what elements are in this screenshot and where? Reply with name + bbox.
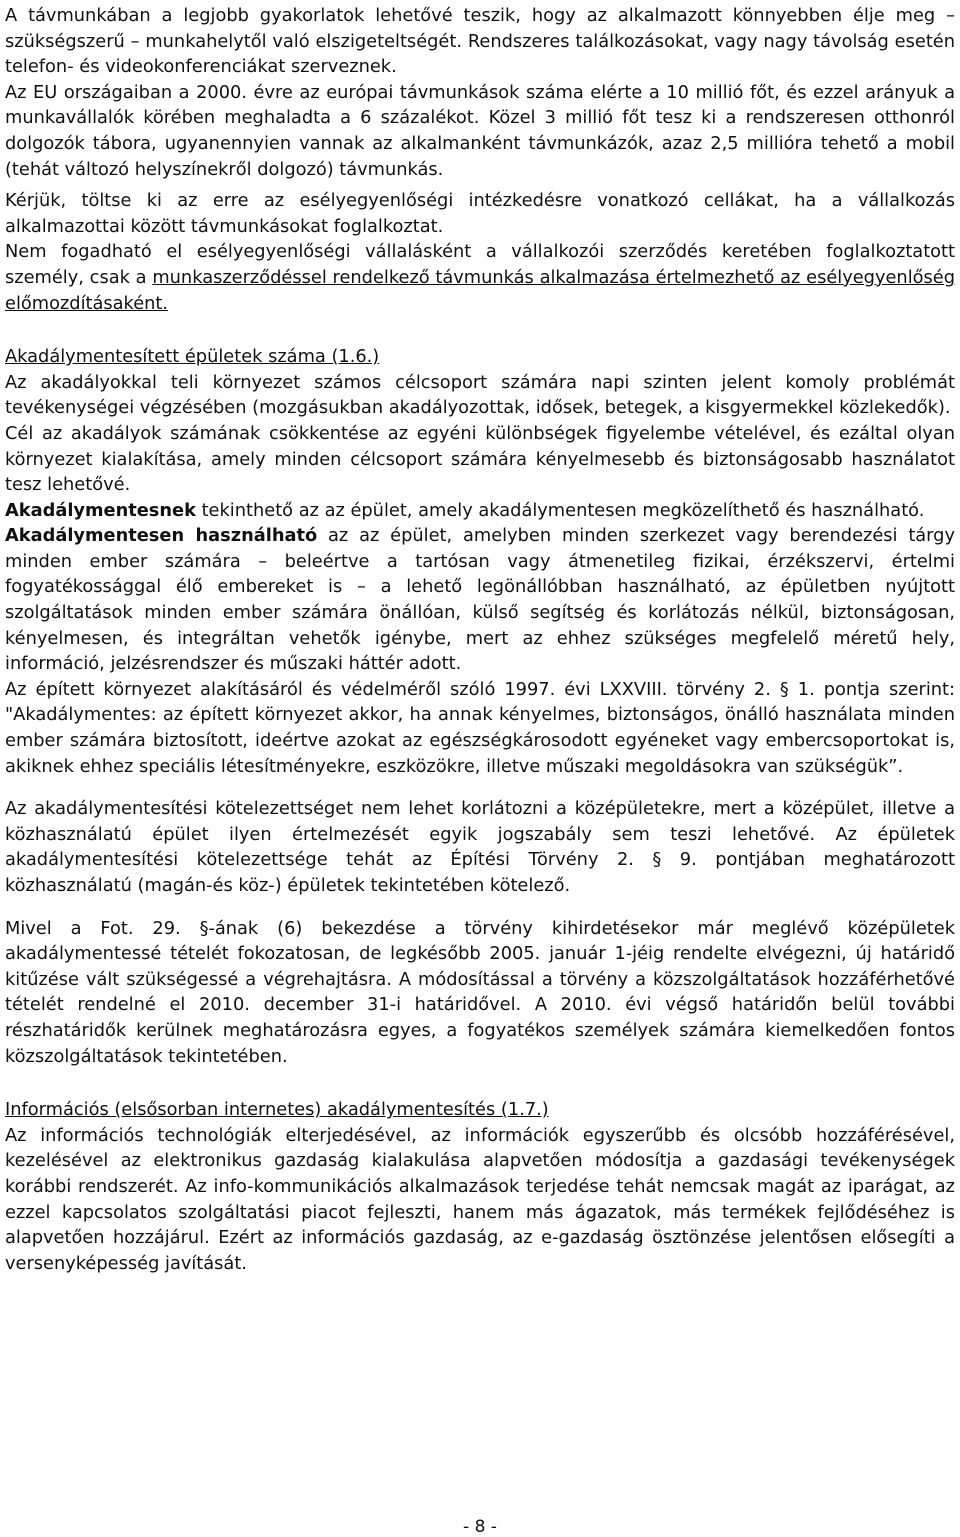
paragraph-definition-accessible <box>5 498 955 524</box>
paragraph-telework-practices: A távmunkában a legjobb gyakorlatok lehetővé teszik, hogy az alkalmazott könnyebben élje meg – szükségszerű – munkahelytől való elszigeteltségét. Rendszeres találkozásokat, vagy nagy távolság esetén telefon- és videokonferenciákat szerveznek. <box>5 5 955 78</box>
document-page <box>5 3 955 1276</box>
paragraph-fot-deadline: Mivel a Fot. 29. §-ának (6) bekezdése a törvény kihirdetésekor már meglévő középületek akadálymentessé tételét fokozatosan, de legkésőbb 2005. január 1-jéig rendelte elvégezni, új határidő kitűzése vált szükségessé a végrehajtásra. A módosítással a törvény a közszolgáltatások hozzáférhetővé tételét rendelné el 2010. december 31-i határidővel. A 2010. évi végső határidőn belül további részhatáridők kerülnek meghatározásra egyes, a fogyatékos személyek számára kiemelkedően fontos közszolgáltatások tekintetében. <box>5 917 955 1067</box>
paragraph-law-1997: Az épített környezet alakításáról és védelméről szóló 1997. évi LXXVIII. törvény 2. § 1. pontja szerint: "Akadálymentes: az épített környezet akkor, ha annak kényelmes, biztonságos, önálló használata minden ember számára biztosított, ideértve azokat az egészségkárosodott egyéneket vagy embercsoportokat is, akiknek ehhez speciális létesítményekre, eszközökre, illetve műszaki megoldásokra van szükségük”. <box>5 678 955 777</box>
section-heading-information-accessibility: Információs (elsősorban internetes) akadálymentesítés (1.7.) <box>5 1099 549 1121</box>
paragraph-goal-reduce-barriers: Cél az akadályok számának csökkentése az egyéni különbségek figyelembe vételével, és ezáltal olyan környezet kialakítása, amely minden célcsoport számára kényelmesebb és biztonságosabb használatot tesz lehetővé. <box>5 422 955 496</box>
paragraph-definition-usable <box>5 523 955 677</box>
paragraph-obligation-scope: Az akadálymentesítési kötelezettséget nem lehet korlátozni a középületekre, mert a középület, illetve a közhasználatú épület ilyen értelmezését egyik jogszabály sem teszi lehetővé. Az épületek akadálymentesítési kötelezettsége tehát az Építési Törvény 2. § 9. pontjában meghatározott közhasználatú (magán-és köz-) épületek tekintetében kötelező. <box>5 798 955 896</box>
paragraph-eu-telework-stats: Az EU országaiban a 2000. évre az európai távmunkások száma elérte a 10 millió főt, és ezzel arányuk a munkavállalók körében meghaladta a 6 százalékot. Közel 3 millió főt tesz ki a rendszeresen otthonról dolgozók tábora, ugyanennyien vannak az alkalmanként távmunkázók, azaz 2,5 millióra tehető a mobil (tehát változó helyszínekről dolgozó) távmunkás. <box>5 81 955 180</box>
paragraph-barrier-environment: Az akadályokkal teli környezet számos célcsoport számára napi szinten jelent komoly problémát tevékenységei végzésében (mozgásukban akadályozottak, idősek, betegek, a kisgyermekkel közlekedők). <box>5 371 955 419</box>
definition-accessible-text: tekinthető az az épület, amely akadálymentesen megközelíthető és használható. <box>195 499 925 521</box>
paragraph-fill-cells-request: Kérjük, töltse ki az erre az esélyegyenlőségi intézkedésre vonatkozó cellákat, ha a vállalkozás alkalmazottai között távmunkásokat foglalkoztat. <box>5 190 955 237</box>
paragraph-information-technology: Az információs technológiák elterjedésével, az információk egyszerűbb és olcsóbb hozzáférésével, kezelésével az elektronikus gazdaság kialakulása alapvetően módosítja a gazdasági tevékenységek korábbi rendszerét. Az info-kommunikációs alkalmazások terjedése tehát nemcsak magát az iparágat, az ezzel kapcsolatos szolgáltatási piacot fejleszti, hanem más ágazatok, más termékek fejlődéséhez is alapvetően hozzájárul. Ezért az információs gazdaság, az e-gazdaság ösztönzése jelentősen elősegíti a versenyképesség javítását. <box>5 1124 955 1274</box>
definition-usable-text: az az épület, amelyben minden szerkezet vagy berendezési tárgy minden ember számára – beleértve a tartósan vagy átmenetileg fizikai, érzékszervi, értelmi fogyatékossággal élő embereket is – a lehető legönállóbban használható, az épületben nyújtott szolgáltatások minden ember számára önállóan, külső segítség és korlátozás nélkül, biztonságosan, kényelmesen, és integráltan vehetők igénybe, mert az ehhez szükséges megfelelő méretű hely, információ, jelzésrendszer és műszaki háttér adott. <box>5 525 955 675</box>
paragraph-not-acceptable <box>5 239 955 316</box>
section-heading-accessible-buildings: Akadálymentesített épületek száma (1.6.) <box>5 346 380 368</box>
term-akadalymentesnek: Akadálymentesnek <box>5 499 196 521</box>
paragraph-not-acceptable-text: Nem fogadható el esélyegyenlőségi vállalásként a vállalkozói szerződés keretében foglalkoztatott személy, csak a <box>5 241 955 288</box>
paragraph-not-acceptable-underlined: munkaszerződéssel rendelkező távmunkás alkalmazása értelmezhető az esélyegyenlőség előmozdításaként. <box>5 266 955 314</box>
term-akadalymentesen-hasznalhato: Akadálymentesen használható <box>5 525 318 547</box>
page-number: - 8 - <box>463 1517 497 1537</box>
